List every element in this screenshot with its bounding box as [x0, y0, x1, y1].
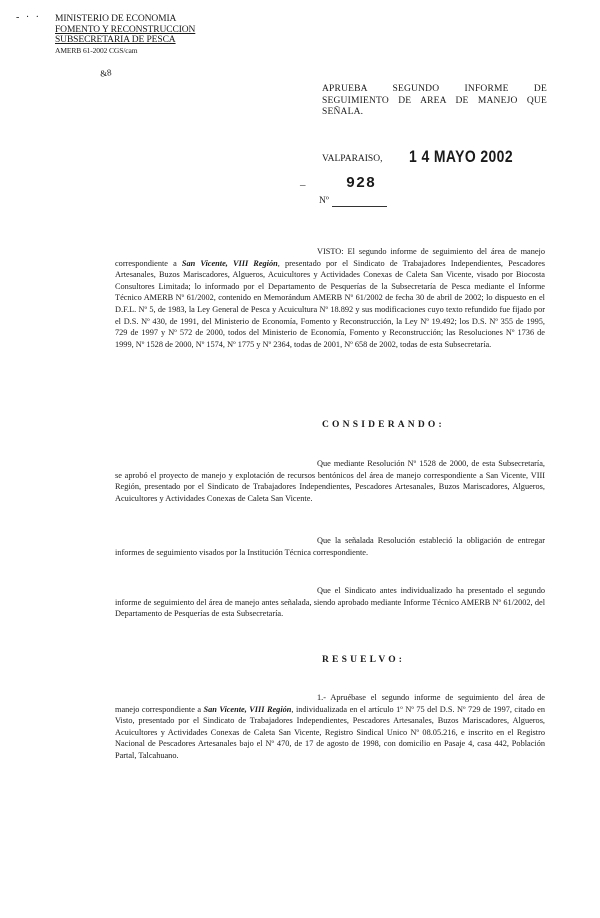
- considerando-2: Que la señalada Resolución estableció la obligación de entregar informes de seguimiento visados por la Institución Técnica correspondiente.: [115, 536, 545, 557]
- number-underline: [332, 206, 387, 207]
- considerando-heading: CONSIDERANDO:: [322, 420, 445, 430]
- document-title: APRUEBA SEGUNDO INFORME DE SEGUIMIENTO DE AREA DE MANEJO QUE SEÑALA.: [322, 84, 547, 117]
- resuelvo-1-place: San Vicente, VIII Región: [203, 704, 292, 714]
- visto-paragraph: [115, 246, 545, 350]
- considerando-1: Que mediante Resolución Nº 1528 de 2000, de esta Subsecretaría, se aprobó el proyecto de manejo y explotación de recursos bentónicos del área de manejo correspondiente a San Vicente, VIII Región, presentado por el Sindicato de Trabajadores Independientes, Pescadores Artesanales, Buzos Mariscadores, Algueros, Acuicultores y Actividades Conexas de Caleta San Vicente.: [115, 459, 545, 503]
- visto-rest: , presentado por el Sindicato de Trabajadores Independientes, Pescadores Artesanales, Buzos Mariscadores, Algueros, Acuicultores y Actividades Conexas de Caleta San Vicente, visado por Biocosta Consultores Limitada; lo informado por el Departamento de Pesquerías de la Subsecretaría de Pesca mediante el Informe Técnico AMERB Nº 61/2002, contenido en Memorándum AMERB Nº 61/2002 de fecha 30 de abril de 2002; lo dispuesto en el D.F.L. Nº 5, de 1983, la Ley General de Pesca y Acuicultura Nº 18.892 y sus modificaciones cuyo texto refundido fue fijado por el D.S. Nº 430, de 1991, del Ministerio de Economía, Fomento y Reconstrucción, la Ley Nº 19.492; los D.S. Nº 355 de 1995, 729 de 1997 y Nº 572 de 2000, todos del Ministerio de Economía, Fomento y Reconstrucción; las Resoluciones Nº 1736 de 1999, Nº 1528 de 2000, Nº 1574, Nº 1775 y Nº 2364, todas de 2001, Nº 658 de 2002, todas de esta Subsecretaría.: [115, 258, 545, 349]
- date-stamp: 1 4 MAYO 2002: [409, 147, 514, 166]
- header-line-2: FOMENTO Y RECONSTRUCCION: [55, 24, 196, 35]
- considerando-3: Que el Sindicato antes individualizado ha presentado el segundo informe de seguimiento del área de manejo antes señalada, siendo aprobado mediante Informe Técnico AMERB Nº 61/2002, del Departamento de Pesquerías de esta Subsecretaría.: [115, 586, 545, 619]
- header-ref: AMERB 61-2002 CGS/cam: [55, 45, 138, 55]
- header-line-1: MINISTERIO DE ECONOMIA: [55, 14, 177, 24]
- resuelvo-heading: RESUELVO:: [322, 655, 406, 665]
- visto-text: VISTO: El segundo informe de seguimiento del área de manejo correspondiente a: [115, 247, 545, 268]
- resuelvo-1: [115, 692, 545, 762]
- header-line-3: SUBSECRETARIA DE PESCA: [55, 35, 176, 45]
- number-label: Nº: [319, 196, 329, 206]
- visto-place: San Vicente, VIII Región: [181, 258, 278, 268]
- ministry-header: [55, 14, 195, 56]
- resolution-number: 928: [346, 175, 377, 192]
- place-label: VALPARAISO,: [322, 154, 383, 164]
- handwritten-mark: &8: [99, 67, 113, 79]
- resuelvo-1-text: 1.- Apruébase el segundo informe de seguimiento del área de manejo correspondiente a: [115, 693, 545, 714]
- dash-mark: –: [300, 179, 306, 191]
- margin-marks: - · ·: [16, 12, 41, 23]
- resuelvo-1-rest: , individualizada en el artículo 1º Nº 75 del D.S. Nº 729 de 1997, citado en Visto, presentado por el Sindicato de Trabajadores Independientes, Pescadores Artesanales, Buzos Mariscadores, Algueros, Acuicultores y Actividades Conexas de Caleta San Vicente, Registro Sindical Unico Nº 08.05.216, e inscrito en el Registro Nacional de Pescadores Artesanales bajo el Nº 470, de 17 de agosto de 1998, con domicilio en Pasaje 4, casa 442, Población Partal, Talcahuano.: [115, 704, 545, 760]
